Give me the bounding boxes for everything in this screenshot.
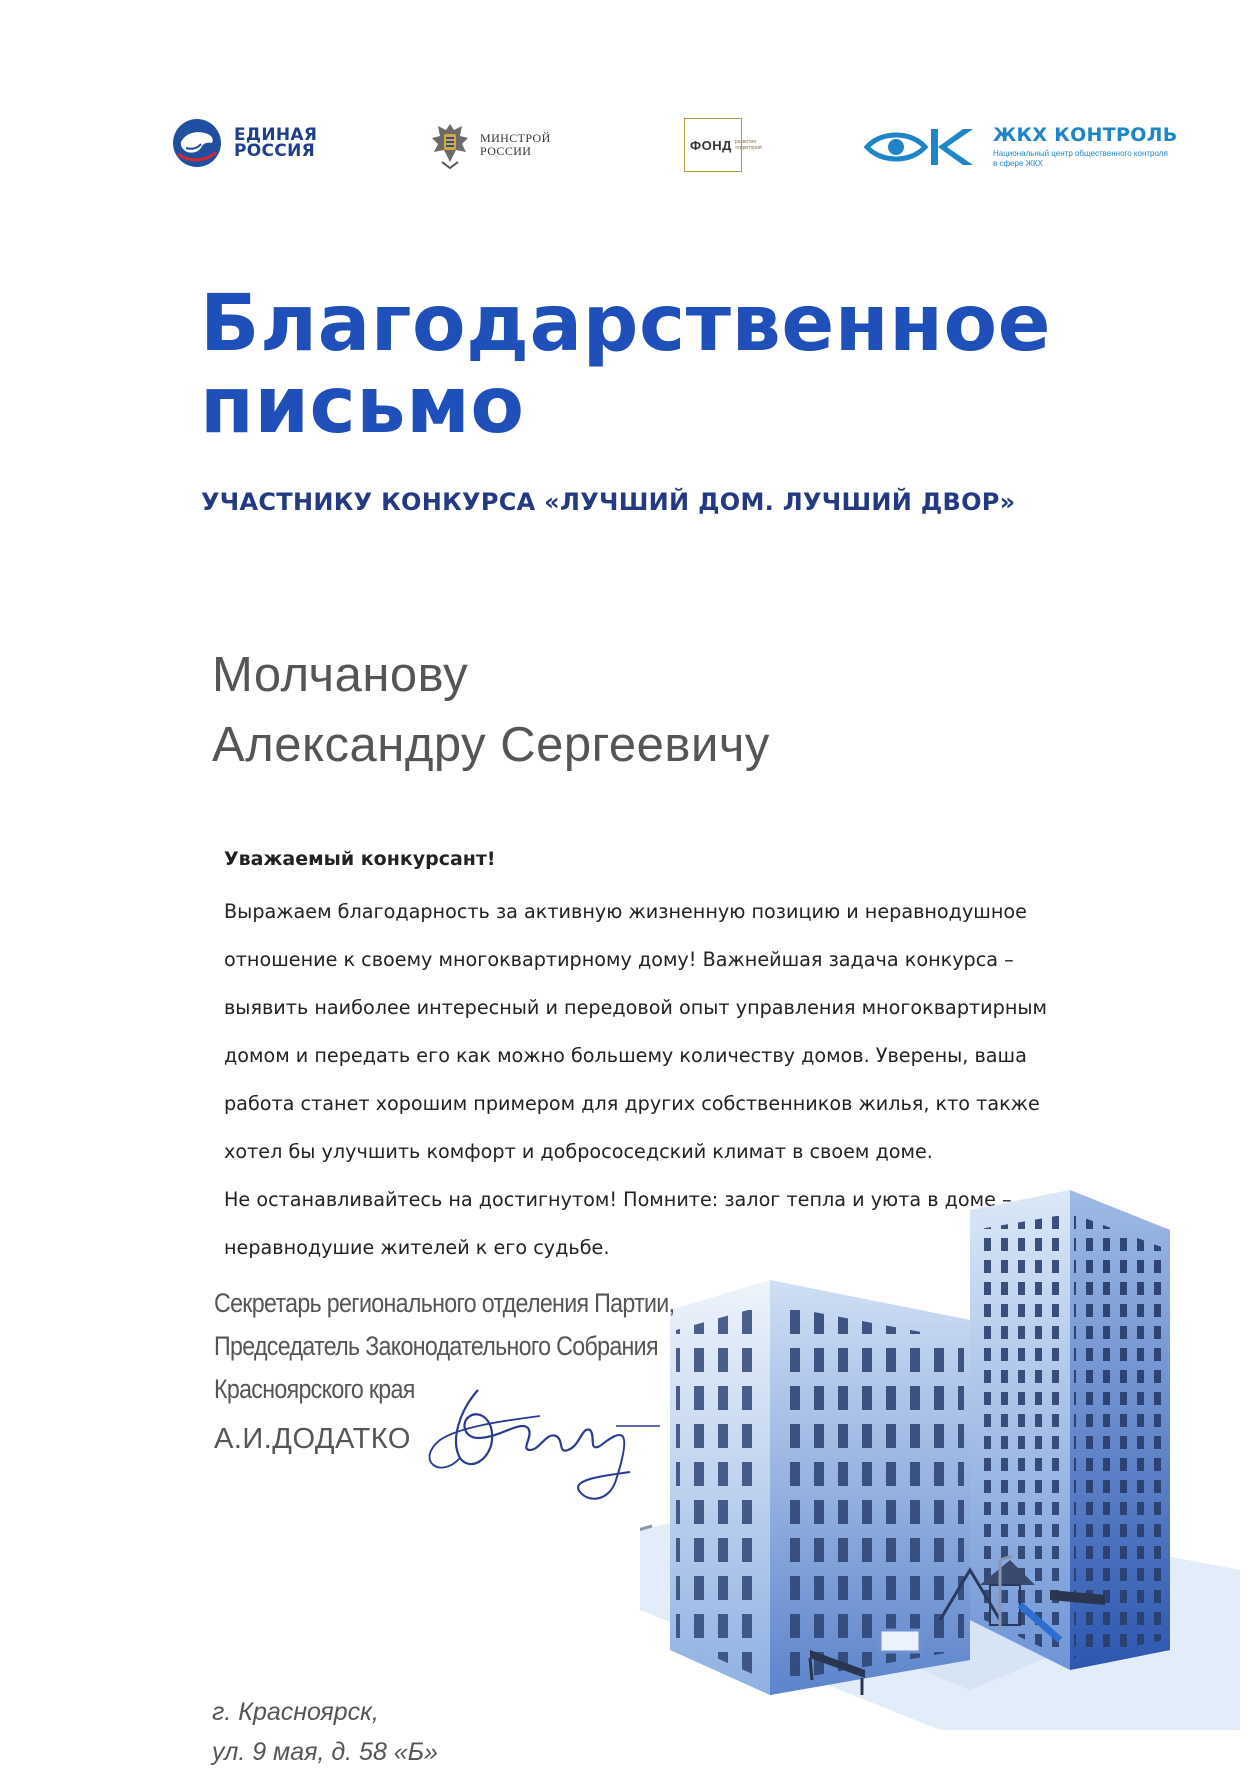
eye-k-icon bbox=[863, 127, 985, 167]
handwritten-signature bbox=[420, 1380, 680, 1510]
title-line-1: Благодарственное bbox=[200, 279, 1051, 369]
body-line: неравнодушие жителей к его судьбе. bbox=[224, 1236, 610, 1259]
letter-subtitle: УЧАСТНИКУ КОНКУРСА «ЛУЧШИЙ ДОМ. ЛУЧШИЙ ДВОР» bbox=[201, 488, 1016, 516]
zkh-subtitle: Национальный центр общественного контроля в сфере ЖКХ bbox=[993, 149, 1168, 168]
coat-of-arms-icon bbox=[428, 120, 472, 170]
letter-title bbox=[200, 279, 1180, 451]
title-line-2: письмо bbox=[200, 361, 525, 451]
fond-text: ФОНД bbox=[690, 137, 732, 153]
signer-title-line: Секретарь регионального отделения Партии, bbox=[214, 1288, 675, 1318]
body-line: работа станет хорошим примером для других собственников жилья, кто также bbox=[224, 1092, 1040, 1115]
minstroy-logo bbox=[428, 120, 551, 170]
body-line: отношение к своему многоквартирному дому! Важнейшая задача конкурса – bbox=[224, 948, 1014, 971]
greeting: Уважаемый конкурсант! bbox=[224, 848, 496, 870]
fond-small-text: развития территорий bbox=[734, 139, 762, 151]
recipient-name: Александру Сергеевичу bbox=[212, 718, 770, 772]
edinaya-rossiya-logo bbox=[172, 118, 317, 168]
bear-icon bbox=[172, 118, 222, 168]
body-line: Выражаем благодарность за активную жизненную позицию и неравнодушное bbox=[224, 900, 1027, 923]
signer-title-line: Красноярского края bbox=[214, 1374, 415, 1404]
address-street: ул. 9 мая, д. 58 «Б» bbox=[212, 1738, 438, 1766]
address-city: г. Красноярск, bbox=[212, 1698, 379, 1726]
address bbox=[212, 1692, 438, 1772]
recipient bbox=[212, 640, 770, 780]
body-line: Не останавливайтесь на достигнутом! Помните: залог тепла и уюта в доме – bbox=[224, 1188, 1012, 1211]
signer-title-line: Председатель Законодательного Собрания bbox=[214, 1331, 658, 1361]
zkh-kontrol-logo bbox=[863, 124, 1178, 169]
edinaya-rossiya-line2: РОССИЯ bbox=[234, 141, 315, 161]
recipient-surname: Молчанову bbox=[212, 648, 469, 702]
body-line: выявить наиболее интересный и передовой опыт управления многоквартирным bbox=[224, 996, 1047, 1019]
minstroy-line1: МИНСТРОЙ bbox=[480, 131, 551, 145]
signer-name: А.И.ДОДАТКО bbox=[214, 1423, 411, 1455]
minstroy-line2: РОССИИ bbox=[480, 144, 532, 158]
zkh-title: ЖКХ КОНТРОЛЬ bbox=[993, 124, 1178, 146]
body-line: хотел бы улучшить комфорт и добрососедский климат в своем доме. bbox=[224, 1140, 933, 1163]
body-line: домом и передать его как можно большему количеству домов. Уверены, ваша bbox=[224, 1044, 1027, 1067]
buildings-illustration bbox=[640, 1190, 1240, 1730]
edinaya-rossiya-line1: ЕДИНАЯ bbox=[234, 125, 318, 145]
fond-logo bbox=[684, 118, 762, 172]
